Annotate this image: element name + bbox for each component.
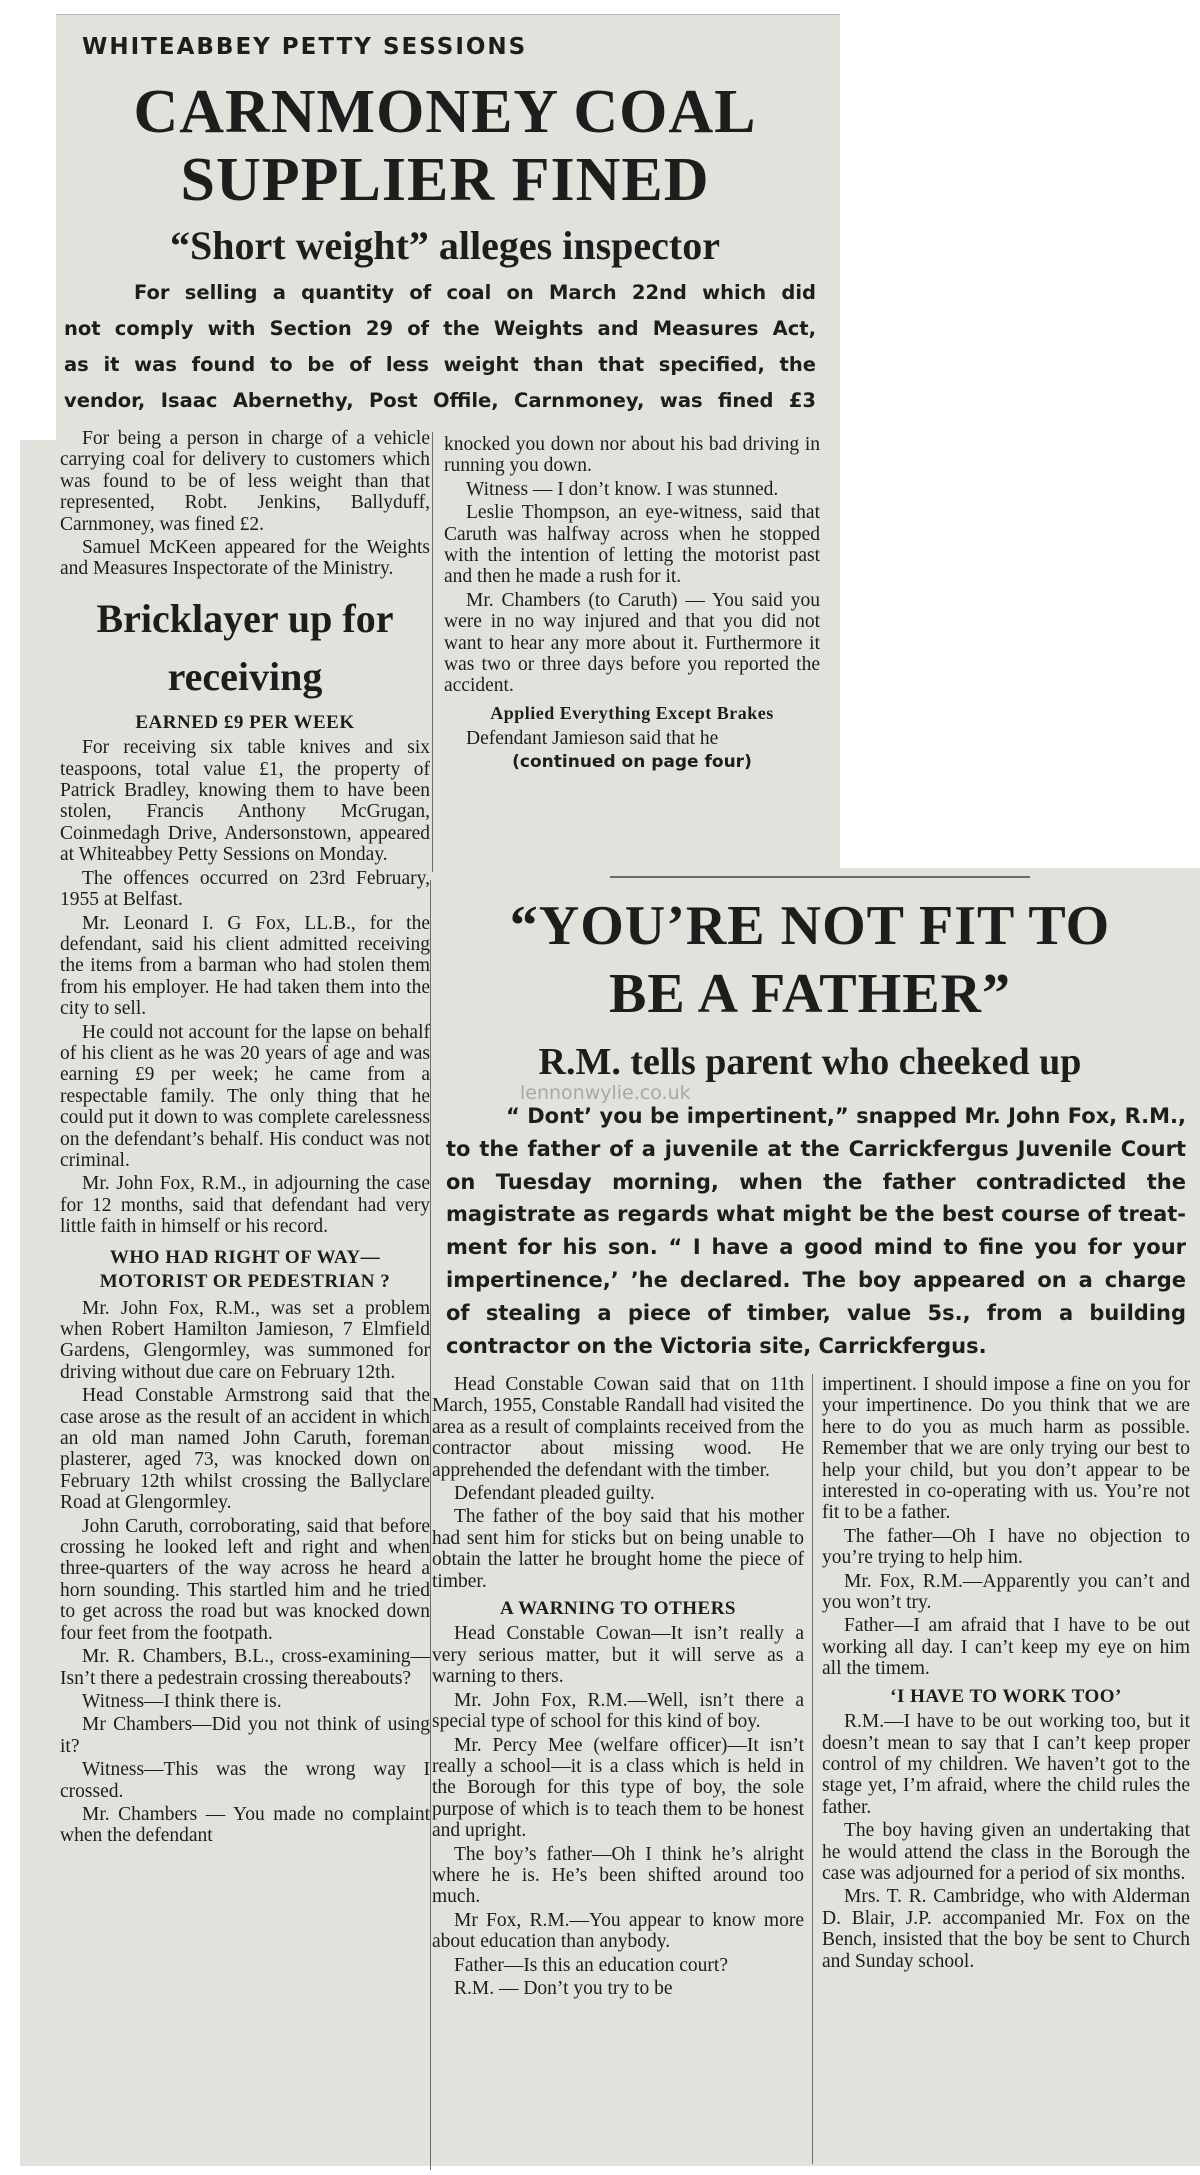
standfirst-line: magistrate as regards what might be the best course of treat- — [446, 1202, 1186, 1227]
column-rule — [430, 880, 431, 2170]
paragraph: Father—I am afraid that I have to be out working all day. I can’t keep my eye on him all the timem. — [822, 1615, 1190, 1680]
paragraph: Samuel McKeen appeared for the Weights and Measures Inspectorate of the Ministry. — [60, 537, 430, 580]
paragraph: Mr. Chambers — You made no complaint when the defendant — [60, 1803, 430, 1847]
paragraph: John Caruth, corroborating, said that before crossing he looked left and right and when three-quarters of the way across he heard a horn sounding. This startled him and he tried to get across the road but was knocked down four feet from the footpath. — [60, 1515, 430, 1644]
paragraph: impertinent. I should impose a fine on you for your impertinence. Do you think that we are here to do you as much harm as possible. Remember that we are only trying our best to help your child, but you don’t appear to be interested in co-operating with us. You’re not fit to be a father. — [822, 1374, 1190, 1524]
paragraph: Father—Is this an education court? — [454, 1954, 728, 1976]
paragraph: Mrs. T. R. Cambridge, who with Alderman D. Blair, J.P. accompanied Mr. Fox on the Bench, insisted that the boy be sent to Church and Sunday school. — [822, 1886, 1190, 1972]
paragraph: The father—Oh I have no objection to you’re trying to help him. — [822, 1525, 1190, 1569]
standfirst-line: on Tuesday morning, when the father contradicted the — [446, 1169, 1186, 1194]
paragraph: He could not account for the lapse on behalf of his client as he was 20 years of age and was earning £9 per week; he came from a respectable family. The only thing that he could put it down to was complete carelessness on the defendant’s behalf. His conduct was not criminal. — [60, 1021, 430, 1171]
paragraph: Mr. R. Chambers, B.L., cross-examining—Isn’t there a pedestrain crossing thereabouts? — [60, 1646, 430, 1689]
paragraph: Mr. John Fox, R.M., was set a problem when Robert Hamilton Jamieson, 7 Elmfield Gardens, Glengormley, was summoned for driving without due care on February 12th. — [60, 1297, 430, 1383]
paragraph: Witness—I think there is. — [82, 1690, 282, 1712]
paragraph: Mr Chambers—Did you not think of using it? — [60, 1714, 430, 1757]
standfirst-line: impertinence,’ ’he declared. The boy appeared on a charge — [446, 1267, 1186, 1292]
standfirst-line: of stealing a piece of timber, value 5s., from a building — [446, 1300, 1186, 1325]
column-rule — [812, 1374, 813, 2164]
paragraph: Witness — I don’t know. I was stunned. — [466, 478, 779, 500]
paragraph: Head Constable Cowan—It isn’t really a very serious matter, but it will serve as a warning to thers. — [432, 1623, 804, 1688]
paragraph: The boy’s father—Oh I think he’s alright where he is. He’s been shifted around too much. — [432, 1843, 804, 1908]
headline-line-2: SUPPLIER FINED — [180, 146, 710, 214]
paragraph: For receiving six table knives and six teaspoons, total value £1, the property of Patrick Bradley, knowing them to have been stolen, Francis Anthony McGrugan, Coinmedagh Drive, Andersonstown, appeared at Whiteabbey Petty Sessions on Monday. — [60, 737, 430, 866]
standfirst-line: to the father of a juvenile at the Carrickfergus Juvenile Court — [446, 1136, 1186, 1161]
column-2 — [444, 434, 820, 773]
headline-rule — [610, 876, 1030, 878]
headline-line-1: CARNMONEY COAL — [133, 78, 757, 146]
standfirst-line: For selling a quantity of coal on March 22nd which did — [134, 281, 816, 304]
paragraph: Head Constable Armstrong said that the case arose as the result of an accident in which an old man named John Caruth, foreman plasterer, aged 73, was knocked down on February 12th whilst crossing the Ballyclare Road at Glengormley. — [60, 1385, 430, 1514]
section-kicker: WHITEABBEY PETTY SESSIONS — [82, 34, 528, 60]
article2-standfirst — [446, 1100, 1186, 1362]
paragraph: The boy having given an undertaking that he would attend the class in the Borough the case was adjourned for a period of six months. — [822, 1820, 1190, 1884]
col-a-subhead: A WARNING TO OTHERS — [500, 1598, 736, 1620]
paragraph: Mr. John Fox, R.M.—Well, isn’t there a special type of school for this kind of boy. — [432, 1689, 804, 1733]
paragraph: Mr. Chambers (to Caruth) — You said you were in no way injured and that you did not want to hear any more about it. Furthermore it was two or three days before you reported the accident. — [444, 589, 820, 697]
paragraph: The offences occurred on 23rd February, 1955 at Belfast. — [60, 867, 430, 911]
column-rule — [432, 432, 433, 872]
standfirst-line: not comply with Section 29 of the Weights and Measures Act, — [64, 317, 816, 340]
subheadline: “Short weight” alleges inspector — [170, 223, 720, 268]
paragraph: Defendant pleaded guilty. — [454, 1483, 655, 1505]
standfirst-line: as it was found to be of less weight than that specified, the — [64, 353, 816, 376]
article2-headline-line-1: “YOU’RE NOT FIT TO — [509, 895, 1111, 957]
paragraph: Mr. John Fox, R.M., in adjourning the case for 12 months, said that defendant had very little faith in himself or his record. — [60, 1173, 430, 1238]
continued-note: (continued on page four) — [512, 751, 752, 772]
paragraph: Mr. Fox, R.M.—Apparently you can’t and you won’t try. — [822, 1570, 1190, 1614]
article2-headline-line-2: BE A FATHER” — [608, 963, 1011, 1025]
standfirst-line: “ Dont’ you be impertinent,” snapped Mr. John Fox, R.M., — [506, 1104, 1186, 1128]
article2-column-a — [432, 1374, 804, 2001]
standfirst-line: contractor on the Victoria site, Carrickfergus. — [446, 1333, 987, 1358]
paragraph: Mr. Percy Mee (welfare officer)—It isn’t really a school—it is a class which is held in the Borough for this type of boy, the sole purpose of which is to teach them to be honest and upright. — [432, 1734, 804, 1842]
subhead-line: WHO HAD RIGHT OF WAY— — [109, 1246, 381, 1268]
article2-column-b — [822, 1374, 1190, 1974]
paragraph: knocked you down nor about his bad driving in running you down. — [444, 434, 820, 477]
paragraph: The father of the boy said that his mother had sent him for sticks but on being unable to obtain the latter he brought home the piece of timber. — [432, 1506, 804, 1592]
paragraph: Mr Fox, R.M.—You appear to know more about education than anybody. — [432, 1909, 804, 1953]
paragraph: Leslie Thompson, an eye-witness, said that Caruth was halfway across when he stopped with the intention of letting the motorist past and then he made a rush for it. — [444, 502, 820, 588]
col2-subhead: Applied Everything Except Brakes — [490, 702, 774, 723]
subhead-line: MOTORIST OR PEDESTRIAN ? — [99, 1270, 391, 1292]
column-1 — [60, 428, 430, 1849]
watermark: lennonwylie.co.uk — [520, 1082, 691, 1104]
col-b-subhead: ‘I HAVE TO WORK TOO’ — [890, 1685, 1122, 1707]
paragraph: Head Constable Cowan said that on 11th March, 1955, Constable Randall had visited the area as a result of complaints received from the contractor about missing wood. He apprehended the defendant with the timber. — [432, 1374, 804, 1481]
standfirst-line: vendor, Isaac Abernethy, Post Offile, Carnmoney, was fined £3 — [64, 389, 816, 412]
article2-subheadline: R.M. tells parent who cheeked up — [538, 1041, 1082, 1083]
paragraph: R.M.—I have to be out working too, but it doesn’t mean to say that I can’t keep proper control of my children. We haven’t got to the stage yet, I’m afraid, where the child rules the father. — [822, 1711, 1190, 1818]
standfirst-line: ment for his son. “ I have a good mind to fine you for your — [446, 1235, 1186, 1260]
paragraph: R.M. — Don’t you try to be — [454, 1977, 673, 1999]
paragraph: Witness—This was the wrong way I crossed. — [60, 1759, 430, 1802]
standfirst — [64, 275, 816, 419]
right-of-way-subhead — [60, 1246, 430, 1294]
bricklayer-subhead: EARNED £9 PER WEEK — [135, 711, 355, 733]
bricklayer-headline-line-1: Bricklayer up for — [96, 595, 394, 641]
bricklayer-headline-line-2: receiving — [167, 653, 323, 699]
paragraph: Defendant Jamieson said that he — [466, 728, 719, 750]
paragraph: For being a person in charge of a vehicle carrying coal for delivery to customers which was found to be of less weight than that represented, Robt. Jenkins, Ballyduff, Carnmoney, was fined £2. — [60, 428, 430, 535]
paragraph: Mr. Leonard I. G Fox, LL.B., for the defendant, said his client admitted receiving the items from a barman who had stolen them from his employer. He had taken them into the city to sell. — [60, 912, 430, 1020]
